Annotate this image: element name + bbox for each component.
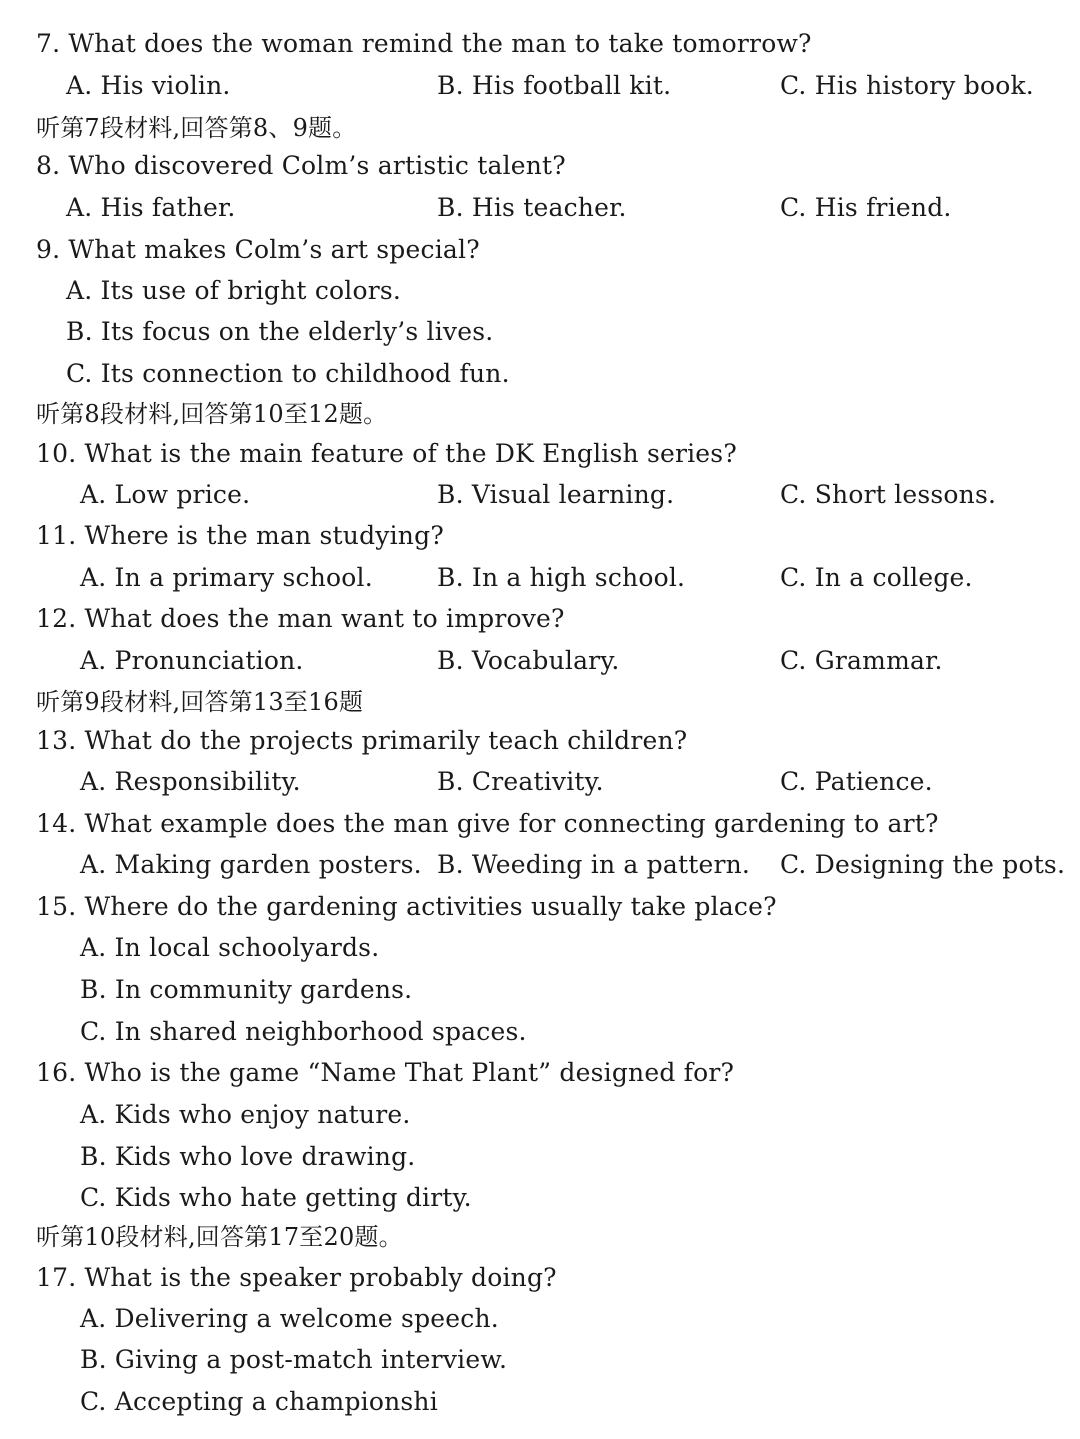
section-heading: 听第9段材料,回答第13至16题	[36, 688, 364, 716]
option-q12-a: A. Pronunciation.	[80, 646, 304, 675]
option-q12-c: C. Grammar.	[780, 646, 943, 675]
option-q13-a: A. Responsibility.	[80, 767, 301, 796]
question-q10: 10. What is the main feature of the DK English series?	[36, 439, 737, 468]
option-q8-a: A. His father.	[66, 193, 236, 222]
question-q8: 8. Who discovered Colm’s artistic talent?	[36, 151, 566, 180]
question-q7: 7. What does the woman remind the man to take tomorrow?	[36, 29, 812, 58]
option-q7-b: B. His football kit.	[437, 71, 672, 100]
option-q9-c: C. Its connection to childhood fun.	[66, 359, 510, 388]
question-q9: 9. What makes Colm’s art special?	[36, 235, 480, 264]
question-q12: 12. What does the man want to improve?	[36, 604, 565, 633]
option-q15-b: B. In community gardens.	[80, 975, 413, 1004]
question-q16: 16. Who is the game “Name That Plant” designed for?	[36, 1058, 735, 1087]
option-q17-c: C. Accepting a championshi	[80, 1387, 438, 1416]
option-q8-c: C. His friend.	[780, 193, 952, 222]
section-heading: 听第10段材料,回答第17至20题。	[36, 1223, 403, 1251]
question-q13: 13. What do the projects primarily teach children?	[36, 726, 688, 755]
option-q16-b: B. Kids who love drawing.	[80, 1142, 416, 1171]
option-q11-a: A. In a primary school.	[80, 563, 373, 592]
option-q7-c: C. His history book.	[780, 71, 1034, 100]
option-q9-a: A. Its use of bright colors.	[66, 276, 402, 305]
option-q13-c: C. Patience.	[780, 767, 933, 796]
option-q16-a: A. Kids who enjoy nature.	[80, 1100, 411, 1129]
option-q9-b: B. Its focus on the elderly’s lives.	[66, 317, 494, 346]
question-q11: 11. Where is the man studying?	[36, 521, 444, 550]
section-heading: 听第7段材料,回答第8、9题。	[36, 114, 357, 142]
option-q12-b: B. Vocabulary.	[437, 646, 620, 675]
question-q15: 15. Where do the gardening activities usually take place?	[36, 892, 777, 921]
option-q8-b: B. His teacher.	[437, 193, 627, 222]
option-q15-c: C. In shared neighborhood spaces.	[80, 1017, 527, 1046]
option-q14-b: B. Weeding in a pattern.	[437, 850, 751, 879]
option-q10-b: B. Visual learning.	[437, 480, 675, 509]
option-q11-c: C. In a college.	[780, 563, 973, 592]
option-q14-c: C. Designing the pots.	[780, 850, 1066, 879]
option-q17-b: B. Giving a post-match interview.	[80, 1345, 508, 1374]
option-q10-c: C. Short lessons.	[780, 480, 997, 509]
option-q14-a: A. Making garden posters.	[80, 850, 422, 879]
option-q15-a: A. In local schoolyards.	[80, 933, 380, 962]
option-q13-b: B. Creativity.	[437, 767, 604, 796]
question-q14: 14. What example does the man give for connecting gardening to art?	[36, 809, 939, 838]
question-q17: 17. What is the speaker probably doing?	[36, 1263, 557, 1292]
option-q10-a: A. Low price.	[80, 480, 251, 509]
option-q17-a: A. Delivering a welcome speech.	[80, 1304, 499, 1333]
option-q7-a: A. His violin.	[66, 71, 231, 100]
option-q16-c: C. Kids who hate getting dirty.	[80, 1183, 472, 1212]
section-heading: 听第8段材料,回答第10至12题。	[36, 400, 388, 428]
option-q11-b: B. In a high school.	[437, 563, 686, 592]
